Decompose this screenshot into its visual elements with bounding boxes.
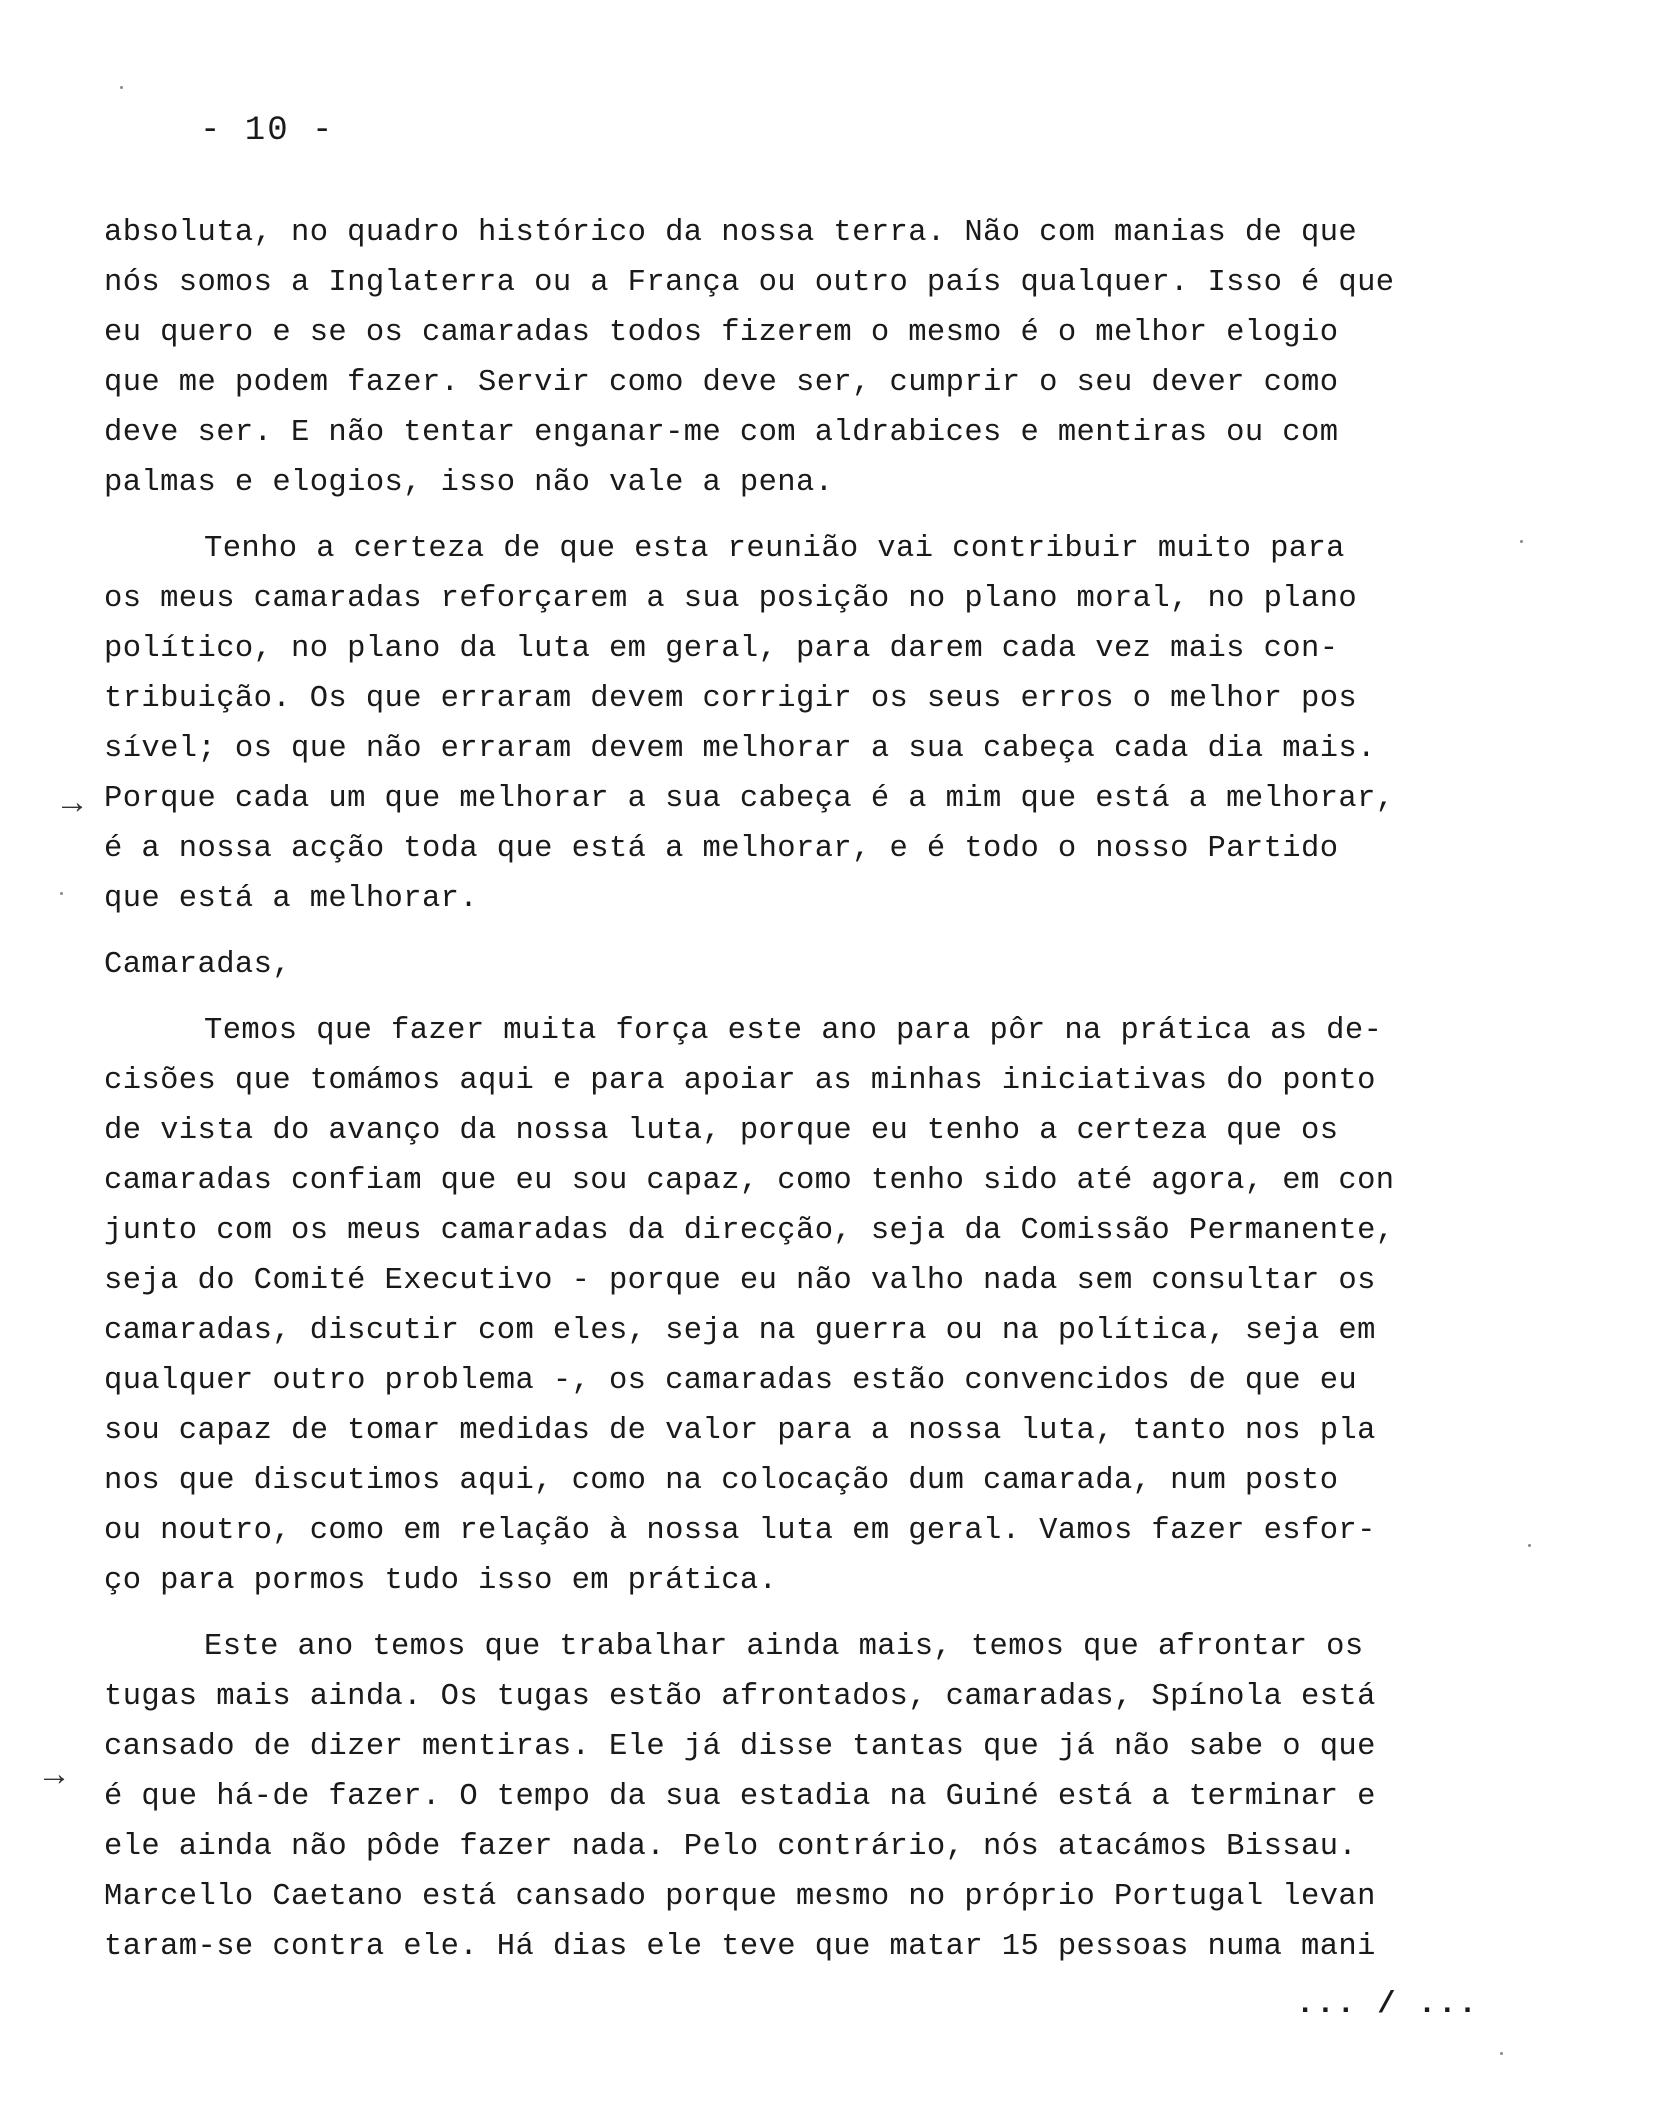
continuation-mark: ... / ... bbox=[1296, 1988, 1479, 2022]
text-line: ele ainda não pôde fazer nada. Pelo contrário, nós atacámos Bissau. bbox=[104, 1830, 1358, 1864]
text-line: tugas mais ainda. Os tugas estão afrontados, camaradas, Spínola está bbox=[104, 1680, 1376, 1714]
margin-arrow-icon: → bbox=[62, 786, 83, 824]
text-line: absoluta, no quadro histórico da nossa terra. Não com manias de que bbox=[104, 216, 1358, 250]
text-line: Marcello Caetano está cansado porque mesmo no próprio Portugal levan bbox=[104, 1880, 1376, 1914]
scan-speck bbox=[1500, 2052, 1503, 2055]
text-line: camaradas confiam que eu sou capaz, como tenho sido até agora, em con bbox=[104, 1164, 1395, 1198]
text-line: tribuição. Os que erraram devem corrigir os seus erros o melhor pos bbox=[104, 682, 1358, 716]
text-line: ou noutro, como em relação à nossa luta em geral. Vamos fazer esfor- bbox=[104, 1514, 1376, 1548]
text-line: eu quero e se os camaradas todos fizerem o mesmo é o melhor elogio bbox=[104, 316, 1339, 350]
text-line: Temos que fazer muita força este ano para pôr na prática as de- bbox=[204, 1014, 1383, 1048]
text-line: cisões que tomámos aqui e para apoiar as minhas iniciativas do ponto bbox=[104, 1064, 1376, 1098]
text-line: Camaradas, bbox=[104, 948, 292, 982]
text-line: Este ano temos que trabalhar ainda mais, temos que afrontar os bbox=[204, 1630, 1364, 1664]
text-line: que me podem fazer. Servir como deve ser, cumprir o seu dever como bbox=[104, 366, 1339, 400]
text-line: seja do Comité Executivo - porque eu não valho nada sem consultar os bbox=[104, 1264, 1376, 1298]
text-line: deve ser. E não tentar enganar-me com aldrabices e mentiras ou com bbox=[104, 416, 1339, 450]
text-line: de vista do avanço da nossa luta, porque eu tenho a certeza que os bbox=[104, 1114, 1339, 1148]
paragraph-2 bbox=[104, 524, 1524, 924]
text-line: nós somos a Inglaterra ou a França ou outro país qualquer. Isso é que bbox=[104, 266, 1395, 300]
paragraph-4 bbox=[104, 1622, 1524, 1972]
text-line: cansado de dizer mentiras. Ele já disse tantas que já não sabe o que bbox=[104, 1730, 1376, 1764]
body-text bbox=[104, 208, 1524, 1972]
scan-speck bbox=[120, 86, 123, 89]
text-line: sou capaz de tomar medidas de valor para a nossa luta, tanto nos pla bbox=[104, 1414, 1376, 1448]
text-line: junto com os meus camaradas da direcção, seja da Comissão Permanente, bbox=[104, 1214, 1395, 1248]
text-line: Tenho a certeza de que esta reunião vai contribuir muito para bbox=[204, 532, 1345, 566]
text-line: os meus camaradas reforçarem a sua posição no plano moral, no plano bbox=[104, 582, 1358, 616]
text-line: é que há-de fazer. O tempo da sua estadia na Guiné está a terminar e bbox=[104, 1780, 1376, 1814]
text-line: taram-se contra ele. Há dias ele teve que matar 15 pessoas numa mani bbox=[104, 1930, 1376, 1964]
text-line: político, no plano da luta em geral, para darem cada vez mais con- bbox=[104, 632, 1339, 666]
text-line: que está a melhorar. bbox=[104, 882, 479, 916]
text-line: é a nossa acção toda que está a melhorar, e é todo o nosso Partido bbox=[104, 832, 1339, 866]
text-line: nos que discutimos aqui, como na colocação dum camarada, num posto bbox=[104, 1464, 1339, 1498]
text-line: Porque cada um que melhorar a sua cabeça é a mim que está a melhorar, bbox=[104, 782, 1395, 816]
scan-speck bbox=[1528, 1544, 1531, 1547]
salutation bbox=[104, 940, 1524, 990]
paragraph-1 bbox=[104, 208, 1524, 508]
text-line: ço para pormos tudo isso em prática. bbox=[104, 1564, 778, 1598]
page-number: - 10 - bbox=[200, 112, 335, 150]
scan-speck bbox=[60, 892, 63, 895]
margin-arrow-icon: → bbox=[44, 1758, 65, 1796]
text-line: qualquer outro problema -, os camaradas estão convencidos de que eu bbox=[104, 1364, 1358, 1398]
text-line: palmas e elogios, isso não vale a pena. bbox=[104, 466, 834, 500]
scan-speck bbox=[1520, 540, 1523, 543]
text-line: camaradas, discutir com eles, seja na guerra ou na política, seja em bbox=[104, 1314, 1376, 1348]
text-line: sível; os que não erraram devem melhorar a sua cabeça cada dia mais. bbox=[104, 732, 1376, 766]
paragraph-3 bbox=[104, 1006, 1524, 1606]
